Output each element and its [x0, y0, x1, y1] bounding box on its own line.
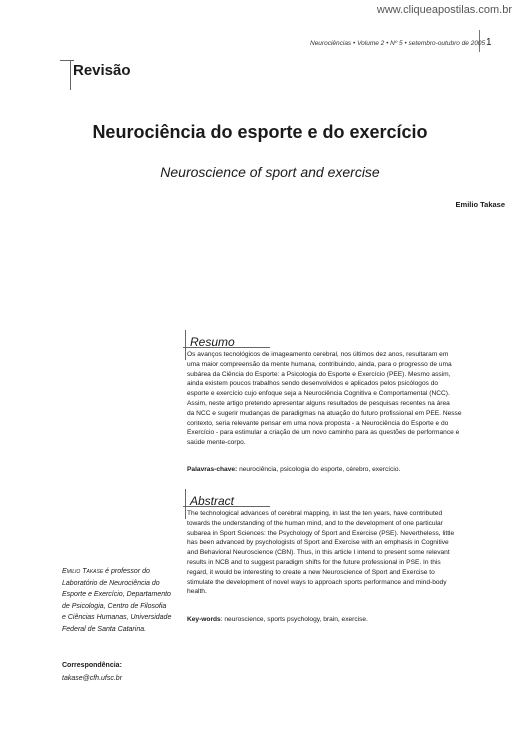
section-label-bar — [70, 60, 71, 90]
abstract-line: towards the understanding of the human mind, and to the development of one particular — [187, 519, 443, 527]
abstract-keywords — [187, 615, 477, 624]
abstract-line: The technological advances of cerebral mapping, in last the ten years, have contributed — [187, 510, 443, 517]
resumo-line: da NCC e sugerir mudanças de paradigmas na atuação do futuro profissional em PEE. Nesse — [187, 409, 462, 417]
resumo-line: contexto, seria relevante pensar em uma nova proposta - a Neurociência do Esporte e do — [187, 419, 449, 427]
abstract-line: and Behavioral Neuroscience (CBN). Thus, in this article I intend to present some relevant — [187, 549, 450, 557]
resumo-heading: Resumo — [190, 335, 235, 349]
resumo-line: uma maior compreensão da mente humana, contribuindo, ainda, para o progresso de uma — [187, 360, 452, 368]
abstract-keywords-label: Key-words — [187, 616, 221, 623]
journal-citation: Neurociências • Volume 2 • Nº 5 • setembro-outubro de 2005 — [310, 40, 486, 47]
resumo-line: esporte e exercício cujo enfoque seja a Neurociência Cognitiva e Comportamental (NCC). — [187, 390, 450, 398]
article-title: Neurociência do esporte e do exercício — [92, 122, 428, 142]
resumo-line: Os avanços tecnológicos de imageamento cerebral, nos últimos dez anos, resultaram em — [187, 351, 449, 358]
author-note-name: Emilio Takase — [62, 568, 104, 575]
site-url[interactable]: www.cliqueapostilas.com.br — [376, 4, 512, 16]
resumo-line: Assim, neste artigo pretendo apresentar alguns resultados de pesquisas recentes na área — [187, 399, 450, 407]
resumo-line: Exercício - para estimular a criação de um novo caminho para as questões de performance e — [187, 429, 460, 437]
page-number: 1 — [486, 37, 492, 48]
correspondence-email[interactable]: takase@cfh.ufsc.br — [62, 675, 123, 682]
abstract-bar — [185, 489, 186, 519]
resumo-line: subárea da Ciência do Esporte: a Psicologia do Esporte e Exercício (PEE). Mesmo assim, — [187, 370, 451, 378]
author-note-text: é professor do Laboratório de Neurociência do Esporte e Exercício, Departamento de Psicologia, Centro de Filosofia e Ciências Humanas, Universidade Federal de Santa Catarina. — [62, 568, 172, 633]
article-subtitle: Neuroscience of sport and exercise — [160, 164, 380, 180]
resumo-keywords-label: Palavras-chave: — [187, 466, 238, 473]
abstract-line: health. — [187, 588, 207, 596]
abstract-line: stimulate the development of novel ways to approach sports performance and mind-body — [187, 578, 447, 586]
abstract-keywords-text: : neuroscience, sports psychology, brain, exercise. — [220, 616, 368, 623]
abstract-line: has been advanced by psychologists of Sport and Exercise with an emphasis in Cognitive — [187, 539, 449, 547]
resumo-bar — [185, 330, 186, 360]
resumo-body — [187, 350, 477, 448]
section-label-rule — [60, 60, 74, 61]
abstract-line: subarea in Sport Sciences: the Psychology of Sport and Exercise (PSE). Nevertheless, little — [187, 529, 455, 537]
resumo-keywords-text: neurociência, psicologia do esporte, cérebro, exercício. — [239, 466, 401, 473]
resumo-line: ainda existem poucos trabalhos sendo desenvolvidos e aplicados pelos psicólogos do — [187, 380, 439, 388]
section-label: Revisão — [73, 62, 131, 79]
abstract-heading: Abstract — [190, 494, 235, 508]
abstract-body — [187, 509, 477, 597]
resumo-line: saúde mente-corpo. — [187, 439, 246, 447]
correspondence-label: Correspondência: — [62, 662, 122, 669]
abstract-line: results in NCB and to suggest paradigm shifts for the future professional in PSE. In this — [187, 558, 441, 566]
author-note — [62, 566, 172, 635]
resumo-keywords — [187, 465, 477, 474]
author-name: Emilio Takase — [455, 200, 505, 209]
abstract-line: regard, it would be interesting to create a new Neuroscience of Sport and Exercise to — [187, 568, 435, 576]
